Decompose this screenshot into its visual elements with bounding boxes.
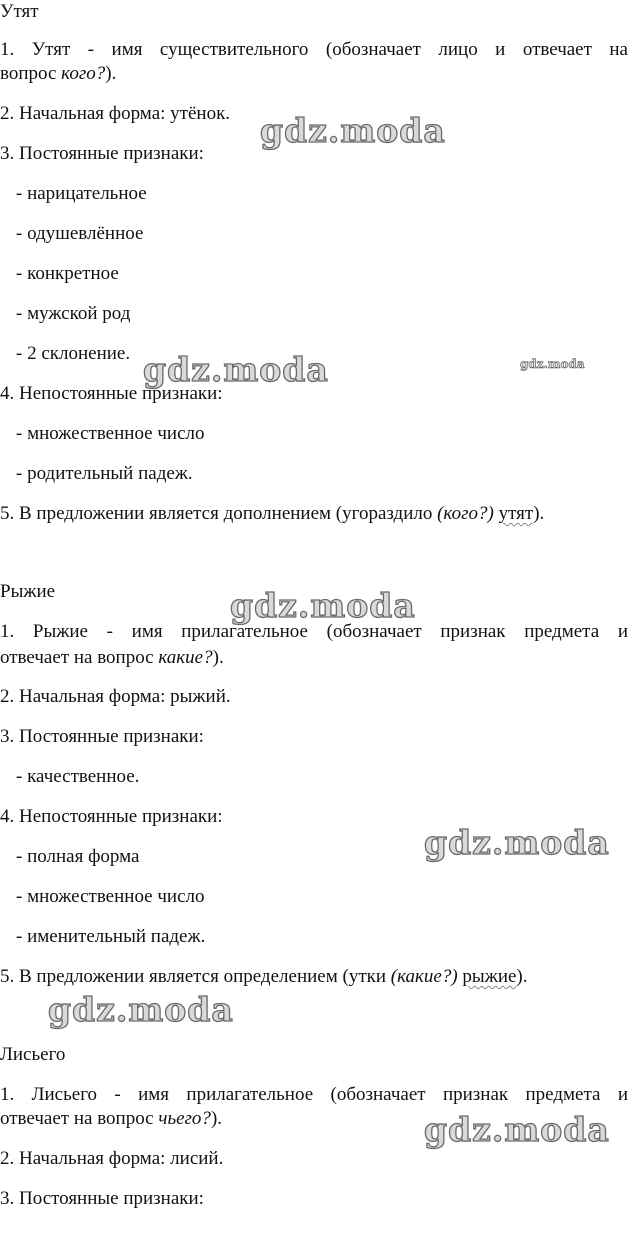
item-5: 5. В предложении является определением (утки (какие?) рыжие). [0, 966, 528, 987]
item-1-line-2: вопрос кого?). [0, 63, 117, 84]
item-2: 2. Начальная форма: лисий. [0, 1148, 224, 1169]
item-1-line-1: 1. Лисьего - имя прилагательное (обозначает признак предмета и [0, 1084, 628, 1105]
list-item: - мужской род [16, 303, 131, 324]
list-item: - именительный падеж. [16, 926, 206, 947]
list-item: - качественное. [16, 766, 140, 787]
list-item: - множественное число [16, 423, 205, 444]
item-1-line-2: отвечает на вопрос чьего?). [0, 1108, 223, 1129]
watermark-logo: gdz.moda [143, 350, 329, 389]
watermark-logo: gdz.moda [424, 1110, 610, 1149]
item-1-line-1: 1. Рыжие - имя прилагательное (обозначает признак предмета и [0, 621, 628, 642]
list-item: - множественное число [16, 886, 205, 907]
item-4: 4. Непостоянные признаки: [0, 806, 223, 827]
item-3: 3. Постоянные признаки: [0, 726, 204, 747]
section-title: Утят [0, 1, 39, 22]
item-1-line-2: отвечает на вопрос какие?). [0, 647, 224, 668]
watermark-logo: gdz.moda [424, 823, 610, 862]
list-item: - полная форма [16, 846, 140, 867]
list-item: - родительный падеж. [16, 463, 193, 484]
item-3: 3. Постоянные признаки: [0, 143, 204, 164]
watermark-logo: gdz.moda [260, 111, 446, 150]
list-item: - одушевлённое [16, 223, 144, 244]
watermark-logo: gdz.moda [230, 586, 416, 625]
item-4: 4. Непостоянные признаки: [0, 383, 223, 404]
item-3: 3. Постоянные признаки: [0, 1188, 204, 1209]
watermark-logo: gdz.moda [48, 990, 234, 1029]
list-item: - нарицательное [16, 183, 147, 204]
watermark-logo: gdz.moda [520, 357, 585, 371]
item-5: 5. В предложении является дополнением (угораздило (кого?) утят). [0, 503, 545, 524]
section-title: Лисьего [0, 1044, 66, 1065]
item-2: 2. Начальная форма: утёнок. [0, 103, 231, 124]
list-item: - конкретное [16, 263, 119, 284]
list-item: - 2 склонение. [16, 343, 131, 364]
item-2: 2. Начальная форма: рыжий. [0, 686, 231, 707]
section-title: Рыжие [0, 581, 56, 602]
item-1-line-1: 1. Утят - имя существительного (обозначает лицо и отвечает на [0, 39, 628, 60]
